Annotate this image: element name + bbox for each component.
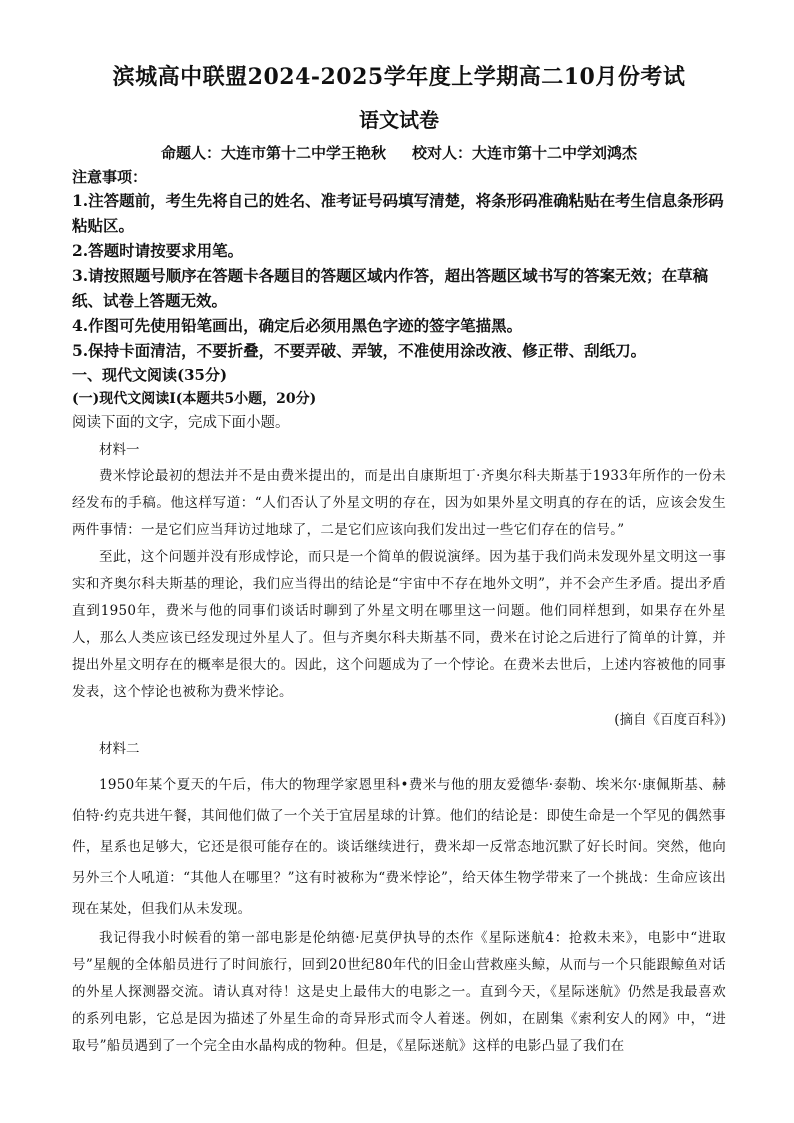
notice-item-2: 2.答题时请按要求用笔。	[72, 241, 244, 260]
material-1-source: (摘自《百度百科》)	[614, 712, 726, 728]
spacer	[72, 762, 726, 770]
material-2-paragraph-2: 我记得我小时候看的第一部电影是伦纳德·尼莫伊执导的杰作《星际迷航4：抢救未来》，电影中“进取号”星舰的全体船员进行了时间旅行，回到20世纪80年代的旧金山营救座头鲸，从而与一个只能跟鲸鱼对话的外星人探测器交流。请认真对待！这是史上最伟大的电影之一。直到今天，《星际迷航》仍然是我最喜欢的系列电影，它总是因为描述了外星生命的奇异形式而令人着迷。例如，在剧集《索利安人的网》中，“进取号”船员遇到了一个完全由水晶构成的物种。但是，《星际迷航》这样的电影凸显了我们在	[72, 930, 726, 1054]
material-1-paragraph-1: 费米悖论最初的想法并不是由费米提出的，而是出自康斯坦丁·齐奥尔科夫斯基于1933年所作的一份未经发布的手稿。他这样写道：“人们否认了外星文明的存在，因为如果外星文明真的存在的话，应该会发生两件事情：一是它们应当拜访过地球了，二是它们应该向我们发出过一些它们存在的信号。”	[72, 468, 726, 538]
author-text: 命题人：大连市第十二中学王艳秋	[160, 144, 386, 162]
notice-item-3: 3.请按照题号顺序在答题卡各题目的答题区域内作答，超出答题区域书写的答案无效；在草稿纸、试卷上答题无效。	[72, 266, 709, 310]
authors-line	[72, 142, 726, 164]
material-2-paragraph-1: 1950年某个夏天的午后，伟大的物理学家恩里科•费米与他的朋友爱德华·泰勒、埃米尔·康佩斯基、赫伯特·约克共进午餐，其间他们做了一个关于宜居星球的计算。他们的结论是：即使生命是一个罕见的偶然事件，星系也足够大，它还是很可能存在的。谈话继续进行，费米却一反常态地沉默了好长时间。突然，他向另外三个人吼道：“其他人在哪里？”这有时被称为“费米悖论”，给天体生物学带来了一个挑战：生命应该出现在某处，但我们从未发现。	[72, 777, 726, 917]
material-1-paragraph-2: 至此，这个问题并没有形成悖论，而只是一个简单的假说演绎。因为基于我们尚未发现外星文明这一事实和齐奥尔科夫斯基的理论，我们应当得出的结论是“宇宙中不存在地外文明”，并不会产生矛盾。提出矛盾直到1950年，费米与他的同事们谈话时聊到了外星文明在哪里这一问题。他们同样想到，如果存在外星人，那么人类应该已经发现过外星人了。但与齐奥尔科夫斯基不同，费米在讨论之后进行了简单的计算，并提出外星文明存在的概率是很大的。因此，这个问题成为了一个悖论。在费米去世后，上述内容被他的同事发表，这个悖论也被称为费米悖论。	[72, 549, 726, 700]
notice-item-5: 5.保持卡面清洁，不要折叠，不要弄破、弄皱，不准使用涂改液、修正带、刮纸刀。	[72, 341, 647, 360]
notice-item-4: 4.作图可先使用铅笔画出，确定后必须用黑色字迹的签字笔描黑。	[72, 316, 523, 335]
exam-title: 滨城高中联盟2024-2025学年度上学期高二10月份考试	[112, 64, 686, 90]
exam-subtitle: 语文试卷	[359, 108, 439, 132]
material-1-label: 材料一	[99, 442, 140, 458]
reading-instruction: 阅读下面的文字，完成下面小题。	[72, 415, 290, 431]
notice-heading: 注意事项：	[72, 168, 148, 186]
material-2-label: 材料二	[99, 741, 140, 757]
notice-item-1: 1.注答题前，考生先将自己的姓名、准考证号码填写清楚，将条形码准确粘贴在考生信息条形码粘贴区。	[72, 191, 724, 235]
section-subheading: (一)现代文阅读Ⅰ(本题共5小题，20分)	[72, 391, 317, 407]
reviewer-text: 校对人：大连市第十二中学刘鸿杰	[412, 144, 638, 162]
section-heading: 一、现代文阅读(35分)	[72, 366, 228, 384]
